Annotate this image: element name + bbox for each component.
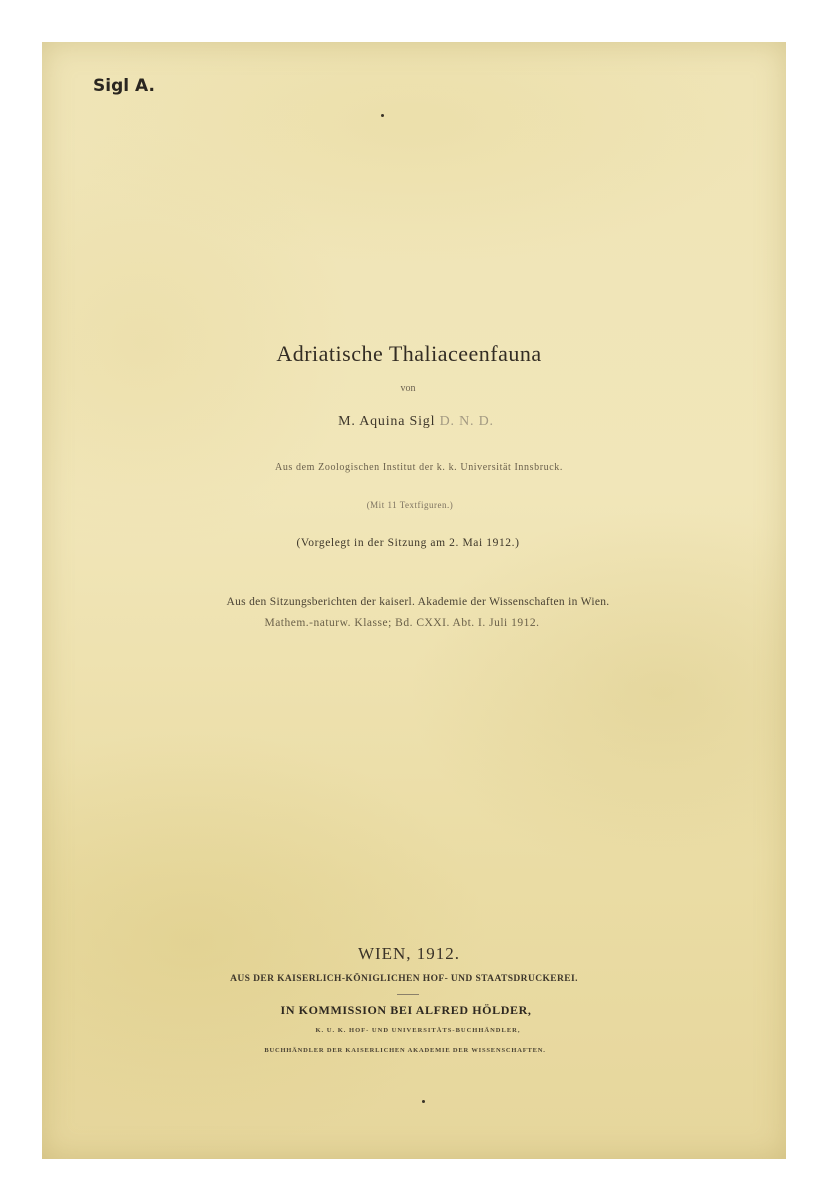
by-label: von <box>400 383 416 394</box>
source-line-1: Aus den Sitzungsberichten der kaiserl. Akademie der Wissenschaften in Wien. <box>226 596 610 608</box>
printer-line: AUS DER KAISERLICH-KÖNIGLICHEN HOF- UND STAATSDRUCKEREI. <box>230 974 578 984</box>
presented-line: (Vorgelegt in der Sitzung am 2. Mai 1912.) <box>296 537 520 549</box>
document-page <box>42 42 786 1159</box>
figures-note: (Mit 11 Textfiguren.) <box>366 500 454 510</box>
divider-rule <box>397 994 419 995</box>
author-degree: D. N. D. <box>439 414 494 429</box>
institute-line: Aus dem Zoologischen Institut der k. k. Universität Innsbruck. <box>275 462 563 473</box>
place-year: WIEN, 1912. <box>357 944 461 963</box>
author-name: M. Aquina Sigl <box>338 414 436 429</box>
ink-speck <box>381 114 384 117</box>
corner-label: Sigl A. <box>93 76 155 96</box>
author-line <box>44 414 788 430</box>
ink-speck <box>422 1100 425 1103</box>
document-title: Adriatische Thaliaceenfauna <box>276 341 542 366</box>
commission-line: IN KOMMISSION BEI ALFRED HÖLDER, <box>280 1003 532 1017</box>
source-line-2: Mathem.-naturw. Klasse; Bd. CXXI. Abt. I. Juli 1912. <box>264 617 540 629</box>
bookseller-line-2: BUCHHÄNDLER DER KAISERLICHEN AKADEMIE DER WISSENSCHAFTEN. <box>264 1047 546 1054</box>
bookseller-line-1: K. U. K. HOF- UND UNIVERSITÄTS-BUCHHÄNDLER, <box>315 1027 521 1034</box>
